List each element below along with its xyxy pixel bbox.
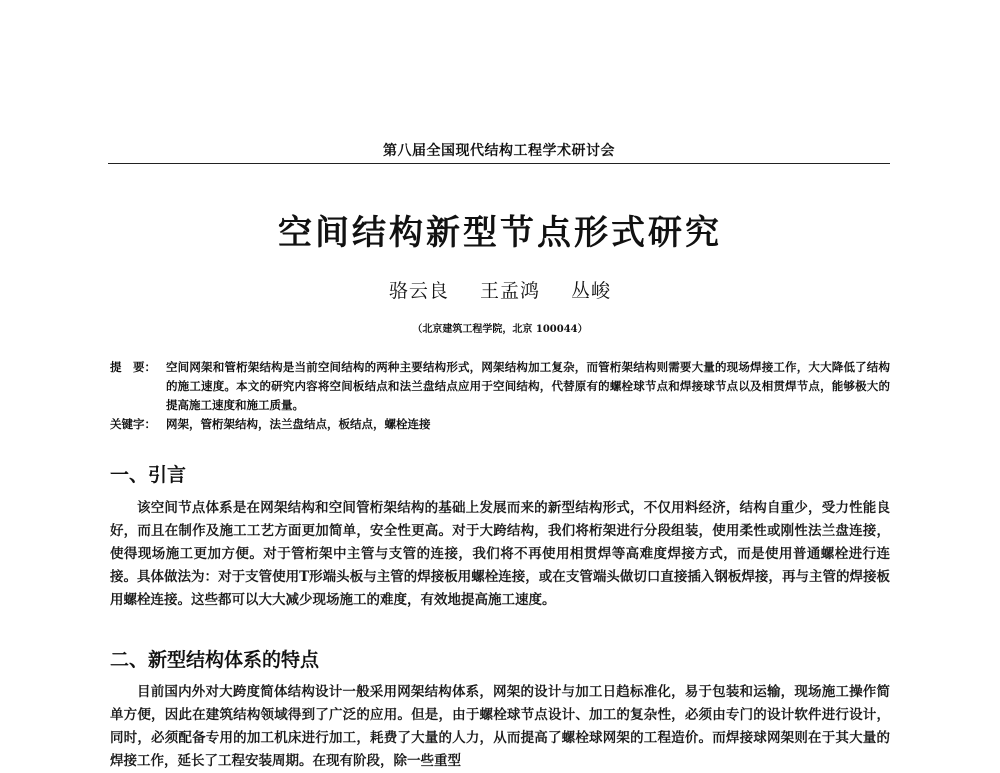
paper-title: 空间结构新型节点形式研究 — [278, 213, 722, 253]
section-paragraph-features: 目前国内外对大跨度简体结构设计一般采用网架结构体系，网架的设计与加工日趋标准化，易于包装和运输，现场施工操作简单方便，因此在建筑结构领域得到了广泛的应用。但是，由于螺栓球节点设计、加工的复杂性，必须由专门的设计软件进行设计，同时，必须配备专用的加工机床进行加工，耗费了大量的人力，从而提高了螺栓球网架的工程造价。而焊接球网架则在于其大量的焊接工作，延长了工程安装周期。在现有阶段，除一些重型 — [110, 684, 890, 769]
affiliation: （北京建筑工程学院，北京 100044） — [412, 324, 588, 335]
abstract-text: 空间网架和管桁架结构是当前空间结构的两种主要结构形式，网架结构加工复杂，而管桁架结构则需要大量的现场焊接工作，大大降低了结构的施工速度。本文的研究内容将空间板结点和法兰盘结点应用于空间结构，代替原有的螺栓球节点和焊接球节点以及相贯焊节点，能够极大的提高施工速度和施工质量。 — [166, 360, 890, 412]
abstract-label: 提 要： — [110, 360, 156, 374]
author-list — [0, 276, 1000, 303]
author-1: 骆云良 — [388, 280, 449, 302]
abstract-block — [110, 358, 890, 434]
author-3: 丛峻 — [571, 280, 612, 302]
keywords-label: 关键字： — [110, 417, 156, 431]
author-2: 王孟鸿 — [479, 280, 540, 302]
section-heading-intro: 一、引言 — [110, 464, 187, 486]
conference-header: 第八届全国现代结构工程学术研讨会 — [383, 143, 615, 159]
header-rule — [108, 163, 890, 164]
keywords-text: 网架，管桁架结构，法兰盘结点，板结点，螺栓连接 — [166, 417, 431, 431]
section-heading-features: 二、新型结构体系的特点 — [110, 649, 320, 671]
section-paragraph-intro: 该空间节点体系是在网架结构和空间管桁架结构的基础上发展而来的新型结构形式，不仅用料经济，结构自重少，受力性能良好，而且在制作及施工工艺方面更加简单，安全性更高。对于大跨结构，我们将桁架进行分段组装，使用柔性或刚性法兰盘连接，使得现场施工更加方便。对于管桁架中主管与支管的连接，我们将不再使用相贯焊等高难度焊接方式，而是使用普通螺栓进行连接。具体做法为：对于支管使用T形端头板与主管的焊接板用螺栓连接，或在支管端头做切口直接插入钢板焊接，再与主管的焊接板用螺栓连接。这些都可以大大减少现场施工的难度，有效地提高施工速度。 — [110, 500, 890, 608]
